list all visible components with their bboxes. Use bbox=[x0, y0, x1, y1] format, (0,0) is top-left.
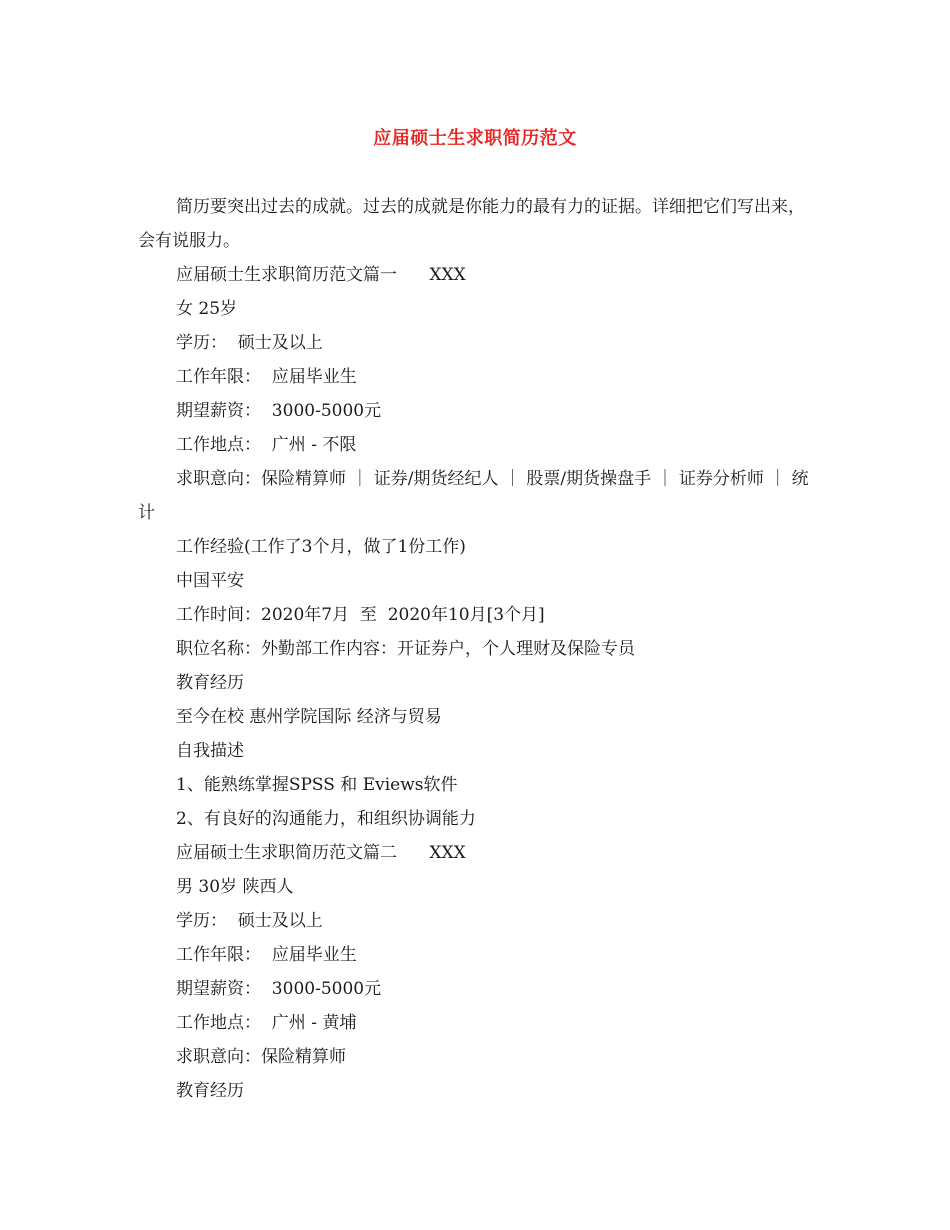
resume-1-education-heading: 教育经历 bbox=[176, 673, 244, 693]
resume-2-work-years: 工作年限： 应届毕业生 bbox=[176, 945, 357, 965]
document-title: 应届硕士生求职简历范文 bbox=[373, 128, 577, 149]
resume-2-education-heading: 教育经历 bbox=[176, 1081, 244, 1101]
resume-2-expected-salary: 期望薪资： 3000-5000元 bbox=[176, 979, 382, 999]
resume-2-heading: 应届硕士生求职简历范文篇二 XXX bbox=[176, 843, 466, 863]
resume-1-expected-salary: 期望薪资： 3000-5000元 bbox=[176, 401, 382, 421]
resume-2-work-location: 工作地点： 广州 - 黄埔 bbox=[176, 1013, 357, 1033]
resume-1-self-description-item: 2、有良好的沟通能力，和组织协调能力 bbox=[176, 809, 476, 829]
resume-1-work-location: 工作地点： 广州 - 不限 bbox=[176, 435, 357, 455]
resume-1-position: 职位名称：外勤部工作内容：开证券户，个人理财及保险专员 bbox=[176, 639, 635, 659]
resume-1-gender-age: 女 25岁 bbox=[176, 299, 238, 319]
resume-2-education-level: 学历： 硕士及以上 bbox=[176, 911, 323, 931]
resume-1-education-entry: 至今在校 惠州学院国际 经济与贸易 bbox=[176, 707, 442, 727]
resume-2-job-intention: 求职意向：保险精算师 bbox=[176, 1047, 346, 1067]
resume-1-job-intention: 求职意向：保险精算师 ｜ 证券/期货经纪人 ｜ 股票/期货操盘手 ｜ 证券分析师 ｜ 统计 bbox=[138, 469, 809, 523]
resume-1-work-years: 工作年限： 应届毕业生 bbox=[176, 367, 357, 387]
resume-1-education-level: 学历： 硕士及以上 bbox=[176, 333, 323, 353]
intro-paragraph: 简历要突出过去的成就。过去的成就是你能力的最有力的证据。详细把它们写出来，会有说服力。 bbox=[138, 197, 805, 251]
resume-1-work-period: 工作时间：2020年7月 至 2020年10月[3个月] bbox=[176, 605, 545, 625]
document-body bbox=[138, 190, 816, 1108]
resume-1-work-experience-heading: 工作经验(工作了3个月，做了1份工作) bbox=[176, 537, 466, 557]
resume-1-employer: 中国平安 bbox=[176, 571, 244, 591]
resume-2-gender-age-origin: 男 30岁 陕西人 bbox=[176, 877, 294, 897]
resume-1-self-description-heading: 自我描述 bbox=[176, 741, 244, 761]
resume-1-self-description-item: 1、能熟练掌握SPSS 和 Eviews软件 bbox=[176, 775, 458, 795]
resume-1-heading: 应届硕士生求职简历范文篇一 XXX bbox=[176, 265, 466, 285]
